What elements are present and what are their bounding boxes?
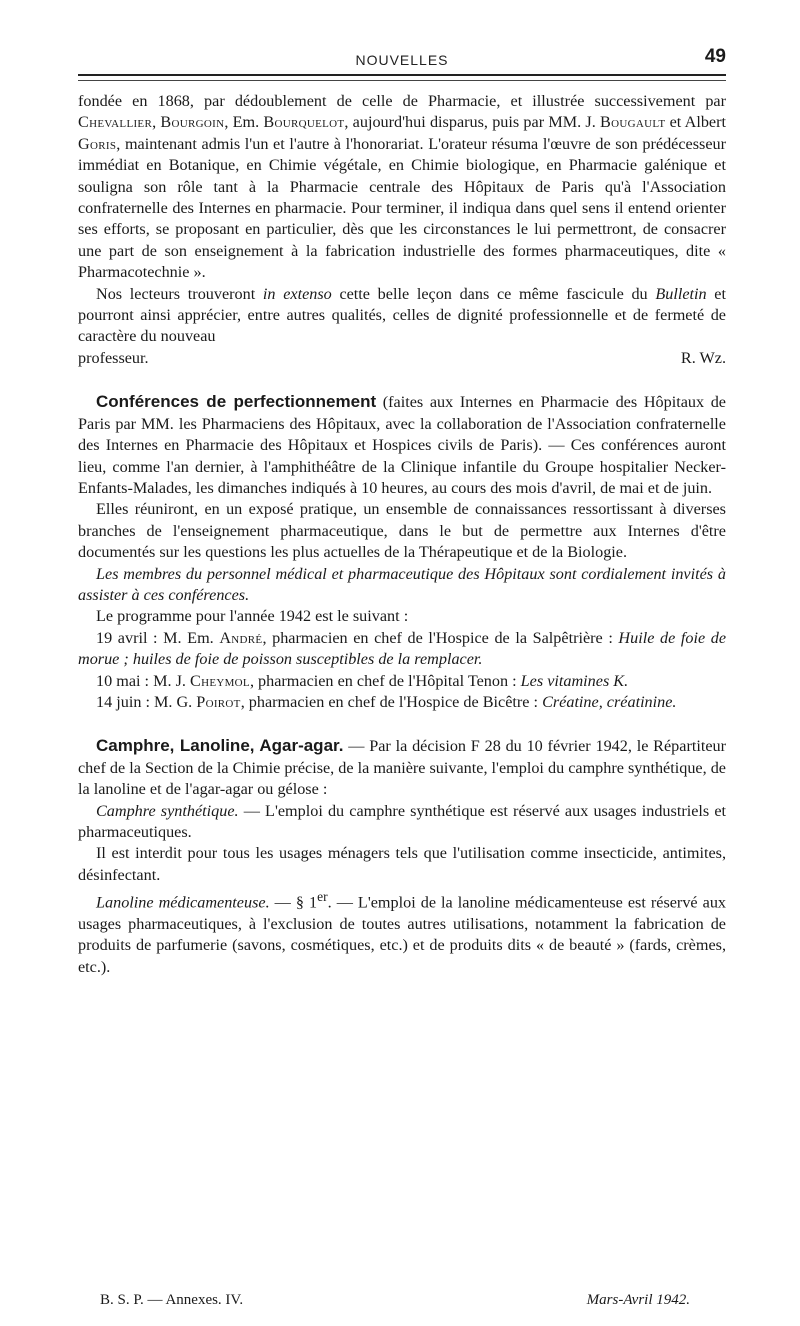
program-entry: 14 juin : M. G. Poirot, pharmacien en chef de l'Hospice de Bicêtre : Créatine, créatinine. [96, 692, 677, 711]
person-name: Chevallier [78, 113, 153, 132]
person-name: Bourquelot [263, 113, 345, 132]
page-number: 49 [704, 46, 726, 67]
person-name: Cheymol [189, 671, 250, 690]
page-header [78, 38, 726, 68]
person-name: Bourgoin [160, 113, 225, 132]
camphre-rule-2: Il est interdit pour tous les usages ménagers tels que l'utilisation comme insecticide, antimites, désinfectant. [78, 844, 726, 884]
article-paragraph-1: fondée en 1868, par dédoublement de celle de Pharmacie, et illustrée successivement par Chevallier, Bourgoin, Em. Bourquelot, aujourd'hui disparus, puis par MM. J. Bougault et Albert Goris, maintenant admis l'un et l'autre à l'honorariat. L'orateur résuma l'œuvre de son prédécesseur immédiat en Botanique, en Chimie végétale, en Chimie biologique, en Pharmacie galénique et souligna son rôle tant à la Pharmacie centrale des Hôpitaux de Paris qu'à l'Association confraternelle des Internes en pharmacie. Pour terminer, il indiqua dans quel sens il entend orienter ses efforts, se proposant en particulier, dès que les circonstances le lui permettront, de consacrer une part de son enseignement à la fabrication industrielle des formes pharmaceutiques, dite « Pharmacotechnie ». [78, 92, 726, 282]
talk-topic: Les vitamines K. [520, 671, 629, 690]
lanoline-rule: Lanoline médicamenteuse. — § 1er. — L'emploi de la lanoline médicamenteuse est réservé aux usages pharmaceutiques, à l'exclusion de toutes autres utilisations, notamment la fabrication de produits de parfumerie (savons, cosmétiques, etc.) et de produits dits « de beauté » (fards, crèmes, etc.). [78, 889, 727, 976]
header-rule [78, 74, 726, 76]
footer-journal: B. S. P. — Annexes. IV. [100, 1292, 244, 1308]
running-title: NOUVELLES [355, 52, 449, 68]
section-heading: Conférences de perfectionnement [96, 392, 377, 412]
camphre-intro: Camphre, Lanoline, Agar-agar. — Par la décision F 28 du 10 février 1942, le Répartiteur chef de la Section de la Chimie précise, de la manière suivante, l'emploi du camphre synthétique, de la lanoline et de l'agar-agar ou gélose : [78, 736, 726, 799]
person-name: Poirot [196, 692, 241, 711]
conferences-intro: Conférences de perfectionnement (faites aux Internes en Pharmacie des Hôpitaux de Paris par MM. les Pharmaciens des Hôpitaux, avec la collaboration de l'Association confraternelle des Internes en Pharmacie des Hôpitaux et Hospices civils de Paris). — Ces conférences auront lieu, comme l'an dernier, à l'amphithéâtre de la Clinique infantile du Groupe hospitalier Necker-Enfants-Malades, les dimanches indiqués à 10 heures, au cours des mois d'avril, de mai et de juin. [78, 392, 726, 497]
program-entry: 19 avril : M. Em. André, pharmacien en chef de l'Hospice de la Salpêtrière : Huile de foie de morue ; huiles de foie de poisson susceptibles de la remplacer. [78, 628, 727, 669]
conferences-invitation: Les membres du personnel médical et pharmaceutique des Hôpitaux sont cordialement invités à assister à ces conférences. [78, 564, 726, 604]
person-name: André [219, 628, 263, 647]
conferences-paragraph-2: Elles réuniront, en un exposé pratique, un ensemble de connaissances ressortissant à diverses branches de l'enseignement pharmaceutique, dans le but de permettre aux Internes d'être documentés sur les questions les plus actuelles de la Thérapeutique et de la Biologie. [78, 500, 726, 562]
talk-topic: Créatine, créatinine. [542, 692, 677, 711]
page [78, 38, 726, 978]
section-conferences [78, 391, 726, 713]
signature: R. Wz. [680, 348, 726, 367]
article-paragraph-2: Nos lecteurs trouveront in extenso cette belle leçon dans ce même fascicule du Bulletin et pourront ainsi apprécier, entre autres qualités, celles de dignité professionnelle et de fermeté de caractère du nouveau [78, 284, 726, 346]
section-heading: Camphre, Lanoline, Agar-agar. [96, 736, 344, 756]
person-name: Goris [78, 134, 117, 153]
page-footer [100, 1292, 690, 1309]
footer-date: Mars-Avril 1942. [586, 1292, 690, 1308]
person-name: Bougault [600, 113, 666, 132]
signature-line: professeur. R. Wz. [78, 348, 726, 369]
conferences-program-intro: Le programme pour l'année 1942 est le suivant : [96, 607, 409, 626]
article-continuation [78, 91, 726, 369]
section-camphre [78, 735, 726, 978]
program-entry: 10 mai : M. J. Cheymol, pharmacien en chef de l'Hôpital Tenon : Les vitamines K. [96, 671, 629, 690]
talk-topic: Huile de foie de morue ; huiles de foie de poisson susceptibles de la remplacer. [78, 628, 727, 669]
camphre-rule-1: Camphre synthétique. — L'emploi du camphre synthétique est réservé aux usages industriels et pharmaceutiques. [78, 801, 727, 841]
